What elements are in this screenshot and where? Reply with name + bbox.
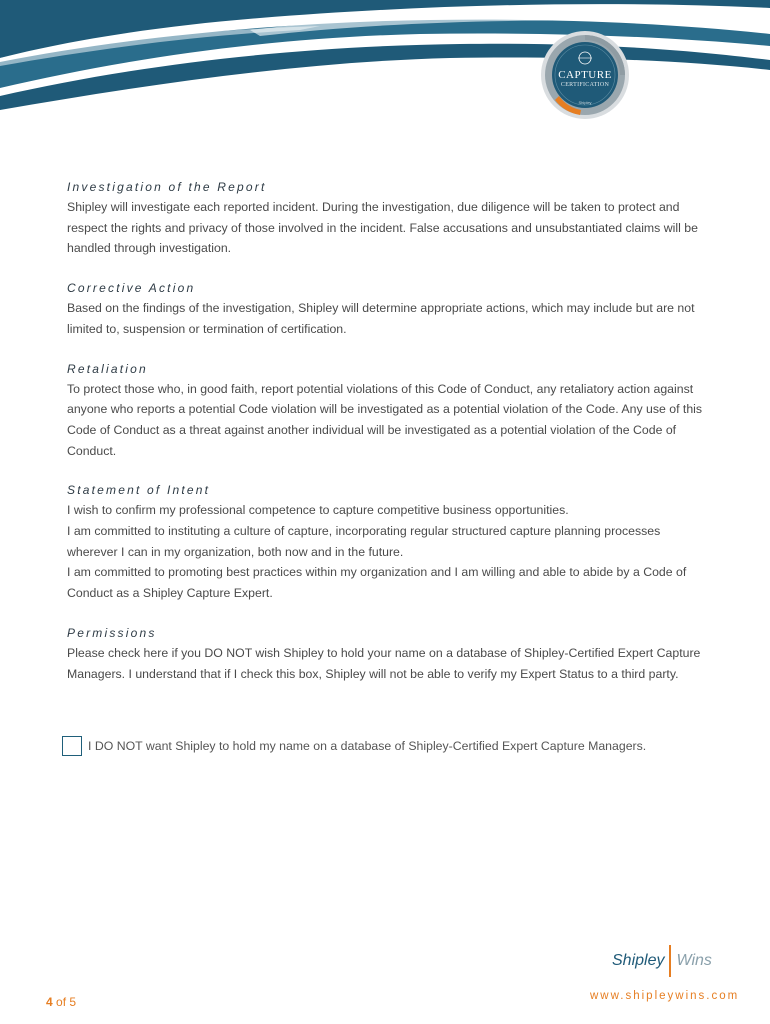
section-paragraph: I am committed to instituting a culture of capture, incorporating regular structured capture planning processes wherever I can in my organization, both now and in the future. (67, 524, 661, 559)
header-wave-graphic (0, 0, 770, 130)
section-heading: Investigation of the Report (67, 180, 267, 194)
section-paragraph: I wish to confirm my professional competence to capture competitive business opportunities. (67, 503, 569, 518)
logo-divider (669, 945, 671, 977)
opt-out-checkbox[interactable] (62, 736, 82, 756)
section-investigation (67, 178, 707, 259)
section-paragraph: Based on the findings of the investigation, Shipley will determine appropriate actions, which may include but are not limited to, suspension or termination of certification. (67, 301, 695, 336)
section-heading: Permissions (67, 625, 157, 640)
seal-small-text: Shipley (578, 100, 592, 105)
section-paragraph: Shipley will investigate each reported incident. During the investigation, due diligence will be taken to protect and respect the rights and privacy of those involved in the incident. False accusations and unsubstantiated claims will be handled through investigation. (67, 200, 698, 256)
section-permissions (67, 624, 707, 684)
opt-out-checkbox-row[interactable] (62, 734, 646, 758)
page-number (46, 995, 76, 1009)
section-heading: Corrective Action (67, 281, 196, 296)
section-retaliation (67, 360, 707, 462)
shipley-wins-logo (612, 944, 712, 978)
document-body (67, 178, 707, 704)
seal-title: CAPTURE (558, 69, 612, 81)
logo-shipley-text: Shipley (612, 952, 665, 969)
section-paragraph: To protect those who, in good faith, report potential violations of this Code of Conduct, any retaliatory action against anyone who reports a potential Code violation will be investigated as a potential violation of the Code. Any use of this Code of Conduct as a threat against another individual will be investigated as a potential violation of the Code of Conduct. (67, 381, 703, 458)
opt-out-checkbox-label: I DO NOT want Shipley to hold my name on a database of Shipley-Certified Expert Capture Managers. (88, 739, 647, 753)
website-url: www.shipleywins.com (590, 990, 740, 1002)
section-paragraph: Please check here if you DO NOT wish Shipley to hold your name on a database of Shipley-Certified Expert Capture Managers. I understand that if I check this box, Shipley will not be able to verify my Expert Status to a third party. (67, 645, 701, 681)
page-total: of 5 (56, 995, 77, 1009)
section-paragraph: I am committed to promoting best practices within my organization and I am willing and able to abide by a Code of Conduct as a Shipley Capture Expert. (67, 565, 687, 601)
seal-subtitle: CERTIFICATION (560, 82, 610, 88)
logo-wins-text: Wins (676, 952, 712, 969)
section-heading: Statement of Intent (67, 483, 211, 498)
section-statement-of-intent (67, 481, 707, 604)
section-heading: Retaliation (67, 361, 148, 376)
section-corrective-action (67, 279, 707, 339)
page-current: 4 (46, 995, 53, 1009)
